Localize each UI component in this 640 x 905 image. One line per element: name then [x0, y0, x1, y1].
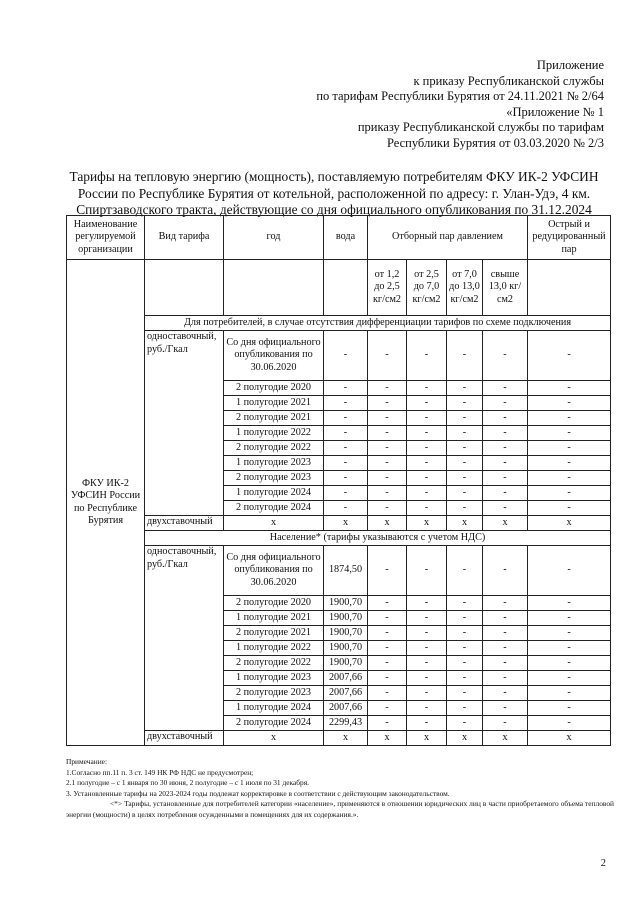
tariff-type-two-rate: двухставочный [145, 731, 224, 746]
value-cell-p1: - [368, 596, 407, 611]
value-cell-p1: - [368, 411, 407, 426]
note-item: 1.Согласно пп.11 п. 3 ст. 149 НК РФ НДС не предусмотрен; [66, 767, 254, 777]
value-cell-p1: - [368, 426, 407, 441]
header-year: год [224, 216, 324, 260]
period-cell: х [224, 516, 324, 531]
header-row [67, 216, 611, 260]
value-cell-sharp: - [528, 471, 611, 486]
value-cell-p2: - [407, 426, 447, 441]
period-cell: 1 полугодие 2023 [224, 456, 324, 471]
period-cell: Со дня официального опубликования по 30.06.2020 [224, 331, 324, 381]
value-cell-p3: - [447, 456, 483, 471]
value-cell-p1: - [368, 471, 407, 486]
period-cell: 2 полугодие 2020 [224, 381, 324, 396]
period-cell: 1 полугодие 2022 [224, 426, 324, 441]
value-cell-p3: - [447, 656, 483, 671]
value-cell-water: - [324, 331, 368, 381]
period-cell: 1 полугодие 2023 [224, 671, 324, 686]
period-cell: 2 полугодие 2024 [224, 716, 324, 731]
value-cell-p2: - [407, 381, 447, 396]
section-title: Для потребителей, в случае отсутствия дифференциации тарифов по схеме подключения [145, 316, 611, 331]
value-cell-p1: - [368, 456, 407, 471]
value-cell-sharp: - [528, 381, 611, 396]
value-cell-p3: - [447, 396, 483, 411]
value-cell-water: 2299,43 [324, 716, 368, 731]
value-cell-water: - [324, 471, 368, 486]
value-cell-water: 2007,66 [324, 671, 368, 686]
note-item: 2.1 полугодие – с 1 января по 30 июня, 2 полугодие – с 1 июля по 31 декабря. [66, 778, 309, 787]
value-cell-p1: - [368, 486, 407, 501]
value-cell-sharp: - [528, 456, 611, 471]
value-cell-water: х [324, 731, 368, 746]
value-cell-p3: - [447, 701, 483, 716]
period-cell: 1 полугодие 2021 [224, 396, 324, 411]
value-cell-sharp: - [528, 486, 611, 501]
title-line: Тарифы на тепловую энергию (мощность), поставляемую потребителям ФКУ ИК-2 УФСИН [69, 169, 599, 184]
period-cell: 1 полугодие 2024 [224, 486, 324, 501]
period-cell: 2 полугодие 2022 [224, 656, 324, 671]
value-cell-sharp: х [528, 731, 611, 746]
value-cell-p3: - [447, 686, 483, 701]
value-cell-p3: - [447, 626, 483, 641]
value-cell-p4: - [483, 686, 528, 701]
value-cell-p4: - [483, 656, 528, 671]
value-cell-p2: - [407, 626, 447, 641]
value-cell-p1: - [368, 441, 407, 456]
header-line: Приложение [536, 58, 604, 72]
subheader-row [67, 260, 611, 316]
value-cell-p1: - [368, 626, 407, 641]
value-cell-p4: - [483, 611, 528, 626]
value-cell-p4: - [483, 396, 528, 411]
period-cell: х [224, 731, 324, 746]
value-cell-p2: х [407, 516, 447, 531]
value-cell-sharp: - [528, 426, 611, 441]
document-title [60, 169, 608, 219]
value-cell-water: х [324, 516, 368, 531]
value-cell-water: - [324, 441, 368, 456]
value-cell-p3: - [447, 486, 483, 501]
value-cell-p2: - [407, 456, 447, 471]
value-cell-water: - [324, 486, 368, 501]
value-cell-sharp: - [528, 546, 611, 596]
value-cell-p4: - [483, 671, 528, 686]
value-cell-p2: - [407, 471, 447, 486]
note-item: 3. Установленные тарифы на 2023-2024 годы подлежат корректировке в соответствии с действующим законодательством. [66, 788, 450, 798]
empty-cell [324, 260, 368, 316]
value-cell-p2: - [407, 331, 447, 381]
tariff-type-two-rate: двухставочный [145, 516, 224, 531]
value-cell-sharp: - [528, 626, 611, 641]
value-cell-p1: - [368, 701, 407, 716]
value-cell-p3: - [447, 331, 483, 381]
value-cell-p3: - [447, 596, 483, 611]
value-cell-p1: - [368, 381, 407, 396]
value-cell-sharp: - [528, 716, 611, 731]
header-water: вода [324, 216, 368, 260]
period-cell: 2 полугодие 2023 [224, 686, 324, 701]
value-cell-p4: - [483, 546, 528, 596]
header-steam: Отборный пар давлением [368, 216, 528, 260]
value-cell-p4: - [483, 456, 528, 471]
value-cell-sharp: - [528, 441, 611, 456]
value-cell-p4: - [483, 596, 528, 611]
value-cell-water: 1900,70 [324, 611, 368, 626]
empty-cell [224, 260, 324, 316]
value-cell-water: 1900,70 [324, 626, 368, 641]
header-org: Наименование регулируемой организации [67, 216, 145, 260]
value-cell-p1: - [368, 331, 407, 381]
appendix-header [316, 58, 604, 151]
two-rate-row [67, 731, 611, 746]
value-cell-sharp: х [528, 516, 611, 531]
header-sharp-steam: Острый и редуцированный пар [528, 216, 611, 260]
period-cell: 2 полугодие 2020 [224, 596, 324, 611]
value-cell-p2: - [407, 701, 447, 716]
value-cell-sharp: - [528, 501, 611, 516]
tariff-table [66, 215, 611, 746]
period-cell: 2 полугодие 2024 [224, 501, 324, 516]
value-cell-sharp: - [528, 331, 611, 381]
value-cell-p3: - [447, 441, 483, 456]
value-cell-p4: - [483, 331, 528, 381]
empty-cell [145, 260, 224, 316]
value-cell-p1: - [368, 641, 407, 656]
value-cell-p1: - [368, 716, 407, 731]
value-cell-p3: - [447, 426, 483, 441]
value-cell-p2: - [407, 396, 447, 411]
value-cell-p4: - [483, 501, 528, 516]
value-cell-p4: - [483, 701, 528, 716]
empty-cell [528, 260, 611, 316]
table-row [67, 546, 611, 596]
value-cell-sharp: - [528, 701, 611, 716]
value-cell-p1: - [368, 501, 407, 516]
value-cell-p1: - [368, 546, 407, 596]
subheader-p1: от 1,2 до 2,5 кг/см2 [368, 260, 407, 316]
value-cell-sharp: - [528, 671, 611, 686]
period-cell: 2 полугодие 2023 [224, 471, 324, 486]
value-cell-p2: х [407, 731, 447, 746]
section-title: Население* (тарифы указываются с учетом НДС) [145, 531, 611, 546]
notes-heading: Примечание: [66, 757, 108, 766]
value-cell-p3: - [447, 471, 483, 486]
section-title-row [67, 531, 611, 546]
header-tariff-type: Вид тарифа [145, 216, 224, 260]
period-cell: 1 полугодие 2024 [224, 701, 324, 716]
page-number: 2 [600, 858, 606, 869]
subheader-p2: от 2,5 до 7,0 кг/см2 [407, 260, 447, 316]
value-cell-p3: х [447, 516, 483, 531]
value-cell-p4: - [483, 626, 528, 641]
period-cell: Со дня официального опубликования по 30.06.2020 [224, 546, 324, 596]
value-cell-p4: - [483, 641, 528, 656]
value-cell-p1: - [368, 656, 407, 671]
value-cell-p1: х [368, 731, 407, 746]
value-cell-p3: х [447, 731, 483, 746]
period-cell: 2 полугодие 2021 [224, 411, 324, 426]
table-row [67, 331, 611, 381]
value-cell-p3: - [447, 381, 483, 396]
value-cell-p3: - [447, 501, 483, 516]
header-line: Республики Бурятия от 03.03.2020 № 2/3 [386, 135, 604, 150]
title-line: Спиртзаводского тракта, действующие со дня официального опубликования по 31.12.2024 [76, 202, 592, 217]
value-cell-p4: х [483, 731, 528, 746]
value-cell-water: 1900,70 [324, 596, 368, 611]
value-cell-water: - [324, 381, 368, 396]
period-cell: 2 полугодие 2021 [224, 626, 324, 641]
value-cell-water: 1900,70 [324, 641, 368, 656]
value-cell-p3: - [447, 611, 483, 626]
header-line: «Приложение № 1 [506, 104, 604, 119]
value-cell-p3: - [447, 546, 483, 596]
note-item: <*> Тарифы, установленные для потребителей категории «население», применяются в отношении юридических лиц в части приобретаемого объема тепловой энергии (мощности) в целях потребления осужденными в помещениях для их содержания.». [66, 799, 614, 819]
subheader-p3: от 7,0 до 13,0 кг/см2 [447, 260, 483, 316]
period-cell: 1 полугодие 2021 [224, 611, 324, 626]
value-cell-p2: - [407, 596, 447, 611]
value-cell-p3: - [447, 716, 483, 731]
value-cell-water: 1900,70 [324, 656, 368, 671]
org-name: ФКУ ИК-2 УФСИН России по Республике Бурятия [67, 260, 145, 746]
header-line: к приказу Республиканской службы [413, 73, 604, 88]
value-cell-p2: - [407, 611, 447, 626]
value-cell-p3: - [447, 411, 483, 426]
value-cell-p4: - [483, 411, 528, 426]
value-cell-p2: - [407, 546, 447, 596]
value-cell-sharp: - [528, 411, 611, 426]
value-cell-sharp: - [528, 396, 611, 411]
value-cell-sharp: - [528, 686, 611, 701]
value-cell-sharp: - [528, 656, 611, 671]
value-cell-water: - [324, 411, 368, 426]
value-cell-water: - [324, 501, 368, 516]
header-line: приказу Республиканской службы по тарифам [357, 120, 604, 134]
value-cell-p2: - [407, 501, 447, 516]
value-cell-sharp: - [528, 596, 611, 611]
subheader-p4: свыше 13,0 кг/см2 [483, 260, 528, 316]
value-cell-p2: - [407, 411, 447, 426]
tariff-type-one-rate: одноставочный, руб./Гкал [145, 546, 224, 731]
value-cell-p1: - [368, 686, 407, 701]
value-cell-p2: - [407, 656, 447, 671]
period-cell: 2 полугодие 2022 [224, 441, 324, 456]
tariff-type-one-rate: одноставочный, руб./Гкал [145, 331, 224, 516]
value-cell-water: 2007,66 [324, 701, 368, 716]
value-cell-p4: - [483, 381, 528, 396]
value-cell-p2: - [407, 671, 447, 686]
notes [66, 757, 614, 820]
value-cell-p2: - [407, 486, 447, 501]
value-cell-water: 2007,66 [324, 686, 368, 701]
value-cell-p2: - [407, 441, 447, 456]
value-cell-water: - [324, 396, 368, 411]
value-cell-p3: - [447, 641, 483, 656]
value-cell-p1: - [368, 396, 407, 411]
section-title-row [67, 316, 611, 331]
title-line: России по Республике Бурятия от котельной, расположенной по адресу: г. Улан-Удэ, 4 км. [77, 185, 591, 201]
value-cell-p3: - [447, 671, 483, 686]
value-cell-sharp: - [528, 611, 611, 626]
value-cell-water: - [324, 426, 368, 441]
value-cell-water: - [324, 456, 368, 471]
value-cell-p4: - [483, 471, 528, 486]
value-cell-p1: - [368, 611, 407, 626]
value-cell-p4: х [483, 516, 528, 531]
value-cell-p1: х [368, 516, 407, 531]
value-cell-p2: - [407, 686, 447, 701]
value-cell-sharp: - [528, 641, 611, 656]
value-cell-p4: - [483, 426, 528, 441]
value-cell-p4: - [483, 486, 528, 501]
header-line: по тарифам Республики Бурятия от 24.11.2021 № 2/64 [316, 89, 604, 103]
value-cell-water: 1874,50 [324, 546, 368, 596]
value-cell-p2: - [407, 641, 447, 656]
period-cell: 1 полугодие 2022 [224, 641, 324, 656]
value-cell-p4: - [483, 441, 528, 456]
value-cell-p4: - [483, 716, 528, 731]
value-cell-p2: - [407, 716, 447, 731]
two-rate-row [67, 516, 611, 531]
value-cell-p1: - [368, 671, 407, 686]
